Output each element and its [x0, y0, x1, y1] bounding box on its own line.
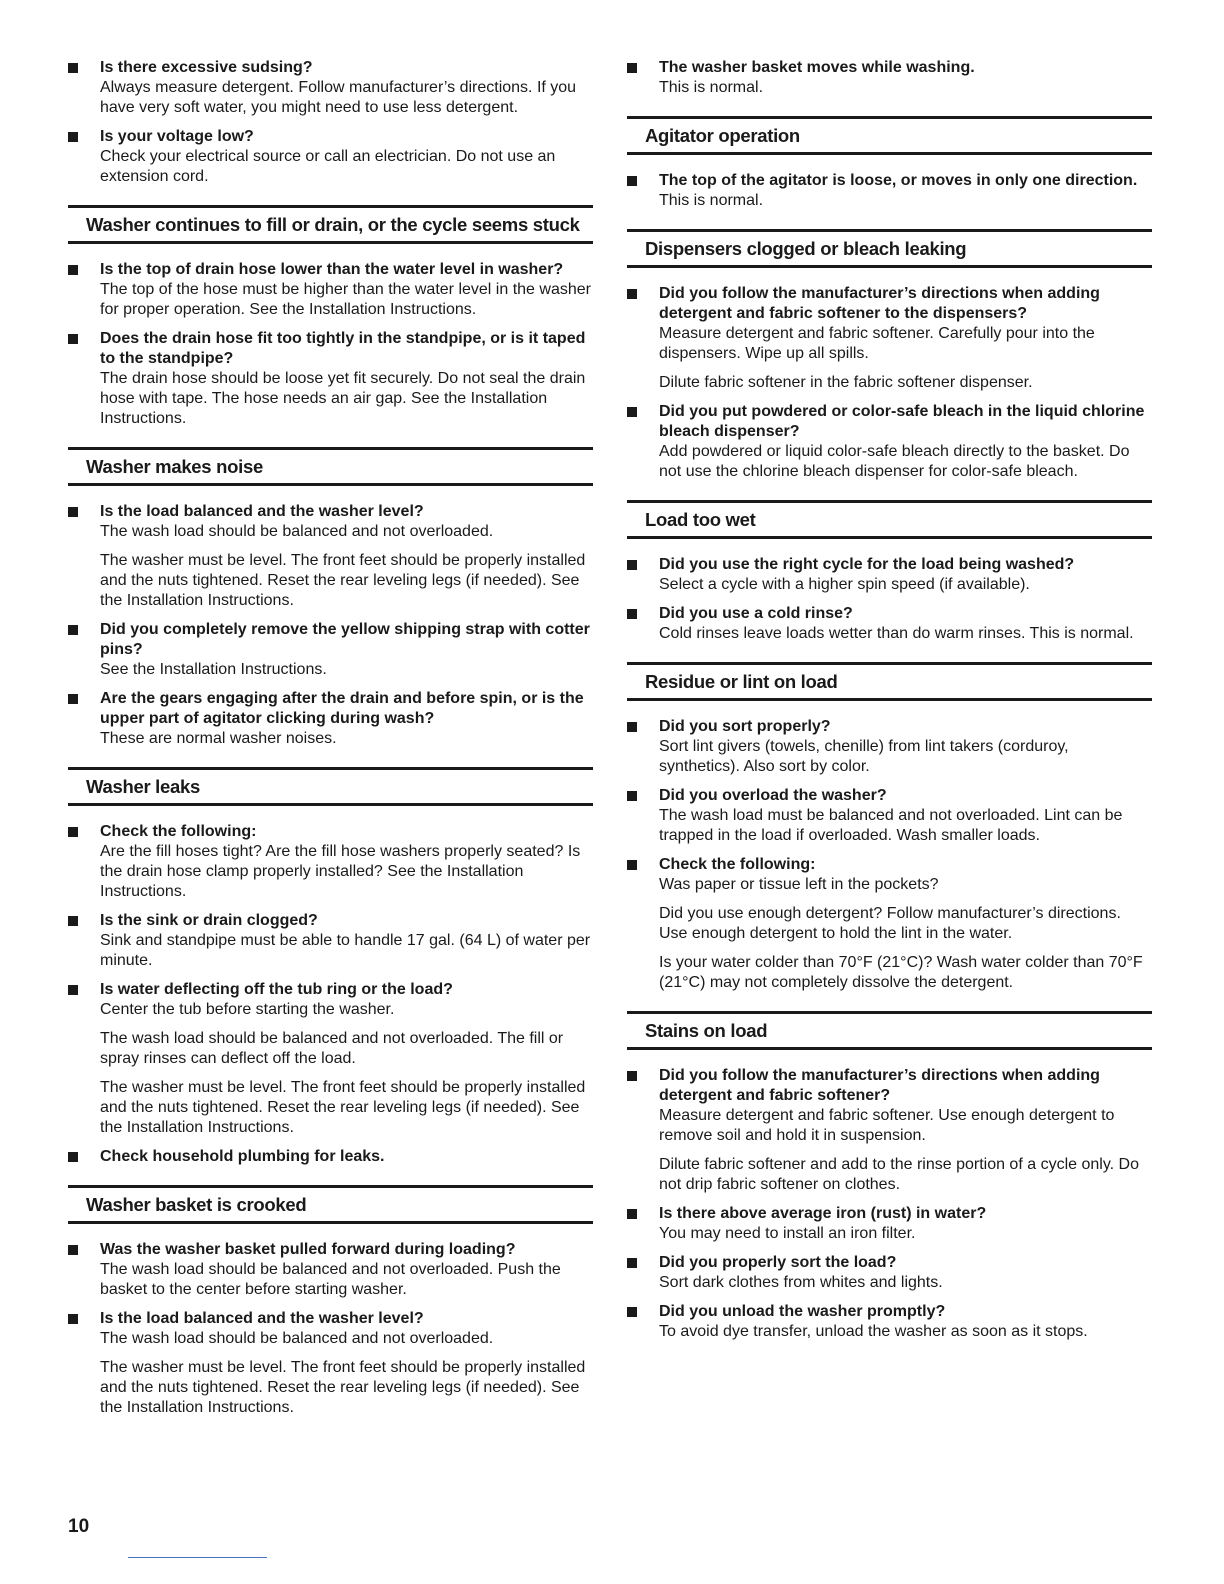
- answer: See the Installation Instructions.: [100, 661, 327, 678]
- question: Does the drain hose fit too tightly in the standpipe, or is it taped to the standpipe?: [100, 330, 586, 367]
- square-bullet-icon: [627, 176, 637, 186]
- square-bullet-icon: [68, 694, 78, 704]
- square-bullet-icon: [627, 63, 637, 73]
- troubleshoot-item: [627, 58, 1152, 98]
- question: Did you use a cold rinse?: [659, 605, 853, 622]
- troubleshoot-item: [68, 329, 593, 429]
- question: The washer basket moves while washing.: [659, 59, 975, 76]
- right-column: [627, 58, 1152, 1351]
- question: The top of the agitator is loose, or moves in only one direction.: [659, 172, 1138, 189]
- square-bullet-icon: [68, 1314, 78, 1324]
- section-heading: Washer makes noise: [68, 447, 593, 486]
- answer: Was paper or tissue left in the pockets?: [659, 876, 939, 893]
- square-bullet-icon: [68, 63, 78, 73]
- answer-paragraph: The washer must be level. The front feet should be properly installed and the nuts tightened. Reset the rear leveling legs (if needed). See the Installation Instructions.: [100, 1079, 586, 1136]
- question: Is there above average iron (rust) in water?: [659, 1205, 987, 1222]
- square-bullet-icon: [627, 860, 637, 870]
- troubleshoot-item: [68, 689, 593, 749]
- troubleshoot-item: [627, 604, 1152, 644]
- answer-paragraph: The wash load should be balanced and not overloaded. The fill or spray rinses can deflect off the load.: [100, 1030, 564, 1067]
- troubleshoot-item: [68, 980, 593, 1020]
- troubleshoot-item: [627, 855, 1152, 895]
- square-bullet-icon: [627, 791, 637, 801]
- answer: The drain hose should be loose yet fit securely. Do not seal the drain hose with tape. The hose needs an air gap. See the Installation Instructions.: [100, 370, 586, 427]
- troubleshoot-item: [68, 260, 593, 320]
- square-bullet-icon: [627, 1307, 637, 1317]
- troubleshoot-item: [68, 822, 593, 902]
- square-bullet-icon: [68, 132, 78, 142]
- answer: Always measure detergent. Follow manufacturer’s directions. If you have very soft water, you might need to use less detergent.: [100, 79, 577, 116]
- square-bullet-icon: [627, 609, 637, 619]
- question: Is the load balanced and the washer level?: [100, 1310, 424, 1327]
- question: Did you sort properly?: [659, 718, 831, 735]
- troubleshoot-item: [68, 620, 593, 680]
- answer: Add powdered or liquid color-safe bleach directly to the basket. Do not use the chlorine bleach dispenser for color-safe bleach.: [659, 443, 1130, 480]
- square-bullet-icon: [68, 1152, 78, 1162]
- answer: To avoid dye transfer, unload the washer as soon as it stops.: [659, 1323, 1088, 1340]
- question: Is there excessive sudsing?: [100, 59, 313, 76]
- square-bullet-icon: [68, 916, 78, 926]
- question: Check household plumbing for leaks.: [100, 1148, 385, 1165]
- answer: Sort lint givers (towels, chenille) from lint takers (corduroy, synthetics). Also sort by color.: [659, 738, 1069, 775]
- question: Is the sink or drain clogged?: [100, 912, 318, 929]
- answer-paragraph: Is your water colder than 70°F (21°C)? Wash water colder than 70°F (21°C) may not completely dissolve the detergent.: [659, 954, 1143, 991]
- answer: The wash load should be balanced and not overloaded.: [100, 523, 494, 540]
- answer: Measure detergent and fabric softener. Use enough detergent to remove soil and hold it in suspension.: [659, 1107, 1115, 1144]
- answer: The top of the hose must be higher than the water level in the washer for proper operation. See the Installation Instructions.: [100, 281, 591, 318]
- question: Did you overload the washer?: [659, 787, 887, 804]
- answer: Cold rinses leave loads wetter than do warm rinses. This is normal.: [659, 625, 1134, 642]
- answer-paragraph: The washer must be level. The front feet should be properly installed and the nuts tightened. Reset the rear leveling legs (if needed). See the Installation Instructions.: [100, 1359, 586, 1416]
- answer-paragraph: Dilute fabric softener in the fabric softener dispenser.: [659, 374, 1033, 391]
- question: Is your voltage low?: [100, 128, 254, 145]
- square-bullet-icon: [627, 722, 637, 732]
- question: Did you follow the manufacturer’s directions when adding detergent and fabric softener?: [659, 1067, 1100, 1104]
- section-heading: Load too wet: [627, 500, 1152, 539]
- answer: Center the tub before starting the washer.: [100, 1001, 395, 1018]
- square-bullet-icon: [68, 985, 78, 995]
- answer: You may need to install an iron filter.: [659, 1225, 916, 1242]
- answer: This is normal.: [659, 79, 764, 96]
- troubleshoot-item: [68, 1147, 593, 1167]
- answer-paragraph: Did you use enough detergent? Follow manufacturer’s directions. Use enough detergent to hold the lint in the water.: [659, 905, 1121, 942]
- troubleshoot-item: [627, 555, 1152, 595]
- answer: This is normal.: [659, 192, 764, 209]
- troubleshoot-item: [627, 717, 1152, 777]
- square-bullet-icon: [627, 289, 637, 299]
- troubleshoot-item: [68, 911, 593, 971]
- section-heading: Residue or lint on load: [627, 662, 1152, 701]
- square-bullet-icon: [68, 507, 78, 517]
- answer: Sink and standpipe must be able to handle 17 gal. (64 L) of water per minute.: [100, 932, 591, 969]
- question: Did you put powdered or color-safe bleach in the liquid chlorine bleach dispenser?: [659, 403, 1145, 440]
- answer: The wash load must be balanced and not overloaded. Lint can be trapped in the load if overloaded. Wash smaller loads.: [659, 807, 1123, 844]
- question: Did you use the right cycle for the load being washed?: [659, 556, 1075, 573]
- question: Check the following:: [100, 823, 257, 840]
- troubleshoot-item: [627, 786, 1152, 846]
- page-number: 10: [68, 1516, 90, 1537]
- troubleshoot-item: [627, 284, 1152, 364]
- answer: Select a cycle with a higher spin speed (if available).: [659, 576, 1030, 593]
- answer: The wash load should be balanced and not overloaded. Push the basket to the center before starting washer.: [100, 1261, 561, 1298]
- troubleshoot-item: [68, 1240, 593, 1300]
- square-bullet-icon: [627, 1258, 637, 1268]
- section-heading: Washer basket is crooked: [68, 1185, 593, 1224]
- troubleshoot-item: [68, 502, 593, 542]
- answer: Check your electrical source or call an electrician. Do not use an extension cord.: [100, 148, 556, 185]
- troubleshoot-item: [68, 127, 593, 187]
- square-bullet-icon: [68, 265, 78, 275]
- question: Is the load balanced and the washer level?: [100, 503, 424, 520]
- answer: The wash load should be balanced and not overloaded.: [100, 1330, 494, 1347]
- square-bullet-icon: [627, 1071, 637, 1081]
- square-bullet-icon: [68, 625, 78, 635]
- footer-rule: [128, 1557, 267, 1558]
- square-bullet-icon: [627, 407, 637, 417]
- troubleshoot-item: [627, 1253, 1152, 1293]
- section-heading: Stains on load: [627, 1011, 1152, 1050]
- square-bullet-icon: [627, 560, 637, 570]
- square-bullet-icon: [68, 1245, 78, 1255]
- troubleshoot-item: [68, 1309, 593, 1349]
- section-heading: Agitator operation: [627, 116, 1152, 155]
- section-heading: Washer leaks: [68, 767, 593, 806]
- answer: Measure detergent and fabric softener. Carefully pour into the dispensers. Wipe up all spills.: [659, 325, 1095, 362]
- square-bullet-icon: [627, 1209, 637, 1219]
- troubleshoot-item: [627, 1204, 1152, 1244]
- question: Is water deflecting off the tub ring or the load?: [100, 981, 453, 998]
- question: Did you properly sort the load?: [659, 1254, 897, 1271]
- troubleshoot-item: [627, 1066, 1152, 1146]
- answer: Are the fill hoses tight? Are the fill hose washers properly seated? Is the drain hose clamp properly installed? See the Installation Instructions.: [100, 843, 581, 900]
- question: Are the gears engaging after the drain and before spin, or is the upper part of agitator clicking during wash?: [100, 690, 584, 727]
- section-heading: Dispensers clogged or bleach leaking: [627, 229, 1152, 268]
- question: Did you follow the manufacturer’s directions when adding detergent and fabric softener to the dispensers?: [659, 285, 1100, 322]
- answer: These are normal washer noises.: [100, 730, 337, 747]
- question: Check the following:: [659, 856, 816, 873]
- answer-paragraph: The washer must be level. The front feet should be properly installed and the nuts tightened. Reset the rear leveling legs (if needed). See the Installation Instructions.: [100, 552, 586, 609]
- troubleshoot-item: [627, 1302, 1152, 1342]
- question: Did you unload the washer promptly?: [659, 1303, 946, 1320]
- troubleshoot-item: [68, 58, 593, 118]
- question: Was the washer basket pulled forward during loading?: [100, 1241, 516, 1258]
- left-column: [68, 58, 593, 1427]
- square-bullet-icon: [68, 334, 78, 344]
- section-heading: Washer continues to fill or drain, or the cycle seems stuck: [68, 205, 593, 244]
- answer-paragraph: Dilute fabric softener and add to the rinse portion of a cycle only. Do not drip fabric softener on clothes.: [659, 1156, 1139, 1193]
- square-bullet-icon: [68, 827, 78, 837]
- troubleshoot-item: [627, 171, 1152, 211]
- troubleshoot-item: [627, 402, 1152, 482]
- answer: Sort dark clothes from whites and lights.: [659, 1274, 943, 1291]
- question: Is the top of drain hose lower than the water level in washer?: [100, 261, 564, 278]
- question: Did you completely remove the yellow shipping strap with cotter pins?: [100, 621, 590, 658]
